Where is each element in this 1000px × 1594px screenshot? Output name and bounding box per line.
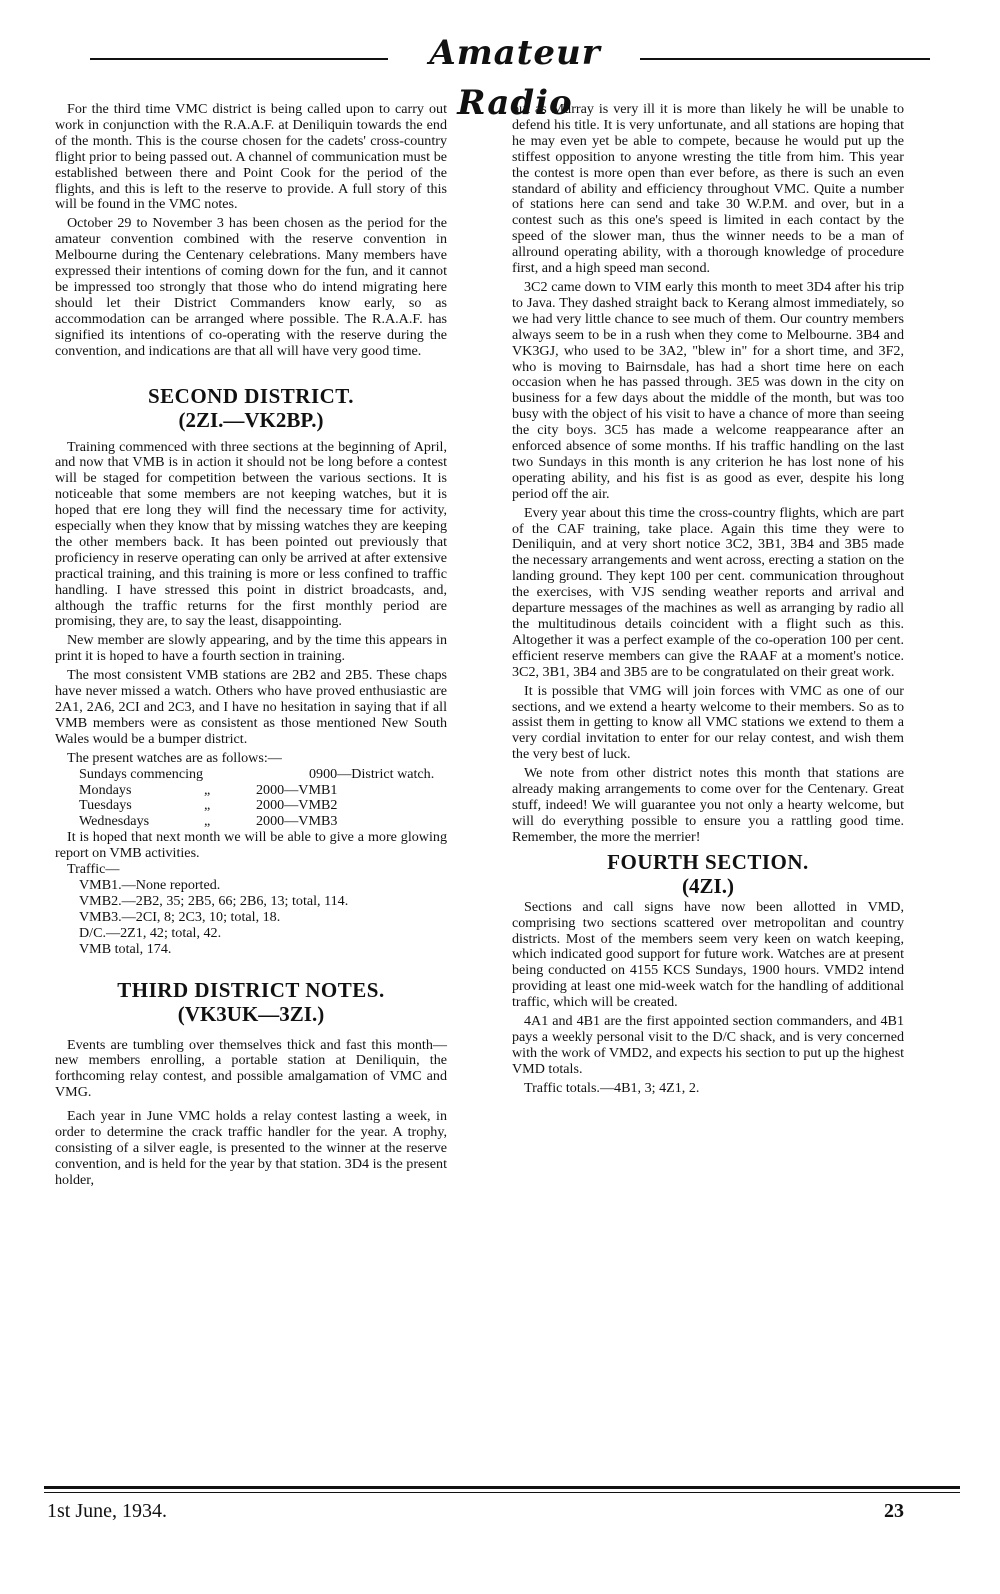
left-column [55, 102, 447, 1192]
section-subheading: (VK3UK—3ZI.) [177, 1001, 325, 1026]
section-heading: SECOND DISTRICT. [148, 383, 354, 408]
paragraph: New member are slowly appearing, and by the time this appears in print it is hoped to have a fourth section in training. [55, 632, 447, 665]
paragraph: October 29 to November 3 has been chosen as the period for the amateur convention combined with the reserve convention in Melbourne during the Centenary celebrations. Many members have expressed their intentions of coming down for the fun, and it cannot be impressed too strongly that those who do intend migrating here should let their District Commanders know early, so as accommodation can be arranged where possible. The R.A.A.F. has signified its intentions of co-operating with the reserve during the convention, and indications are that all will have very good time. [55, 215, 447, 359]
watch-row [55, 814, 447, 830]
watch-time: 2000—VMB1 [256, 781, 338, 798]
watch-time: 2000—VMB2 [256, 797, 338, 814]
paragraph: Each year in June VMC holds a relay contest lasting a week, in order to determine the crack traffic handler for the year. A trophy, consisting of a silver eagle, is presented to the winner at the reserve convention, and is held for the year by that station. 3D4 is the present holder, [55, 1108, 447, 1188]
paragraph: 3C2 came down to VIM early this month to meet 3D4 after his trip to Java. They dashed straight back to Kerang almost immediately, so we had very little chance to see much of them. Our country members always seem to be in a rush when they come to Melbourne. 3B4 and VK3GJ, who used to be 3A2, "blew in" for a short time, and 3F2, who is moving to Bairnsdale, has had a short time here on each occasion when he has passed through. 3E5 was down in the city on business for a few days about the middle of the month, but was too busy with the object of his visit to have a chance of more than seeing the city boys. 3C5 has made a welcome reappearance after an enforced absence of some months. If his traffic handling on the last two Sundays in this month is any criterion he has lost none of his operating ability, and his fist is as good as ever, despite his long period off the air. [512, 278, 904, 502]
masthead-title: Amateur Radio [429, 33, 601, 123]
masthead [40, 28, 960, 123]
paragraph: For the third time VMC district is being called upon to carry out work in conjunction with the R.A.A.F. at Deniliquin towards the end of the month. This is the course chosen for the cadets' cross-country flight prior to being passed out. A channel of communication must be established between there and Point Cook for the period of the flights, and this is left to the reserve to provide. A full story of this will be found in the VMC notes. [55, 101, 447, 213]
paragraph: It is possible that VMG will join forces with VMC as one of our sections, and we extend a hearty welcome to their members. So as to assist them in getting to know all VMC stations we extend to them a very cordial invitation to enter for our relay contest, and wish them the very best of luck. [512, 682, 904, 763]
watch-row [55, 783, 447, 799]
right-column [512, 102, 904, 1100]
watches-intro: The present watches are as follows:— [67, 749, 282, 766]
paragraph: Sections and call signs have now been allotted in VMD, comprising two sections scattered over metropolitan and country districts. Most of the members seem very keen on watch keeping, which indicated good support for future work. Watches are at present being conducted on 4155 KCS Sundays, 1900 hours. VMD2 intend providing at least one mid-week watch for the handling of additional traffic, which will be created. [512, 898, 904, 1011]
section-subheading: (4ZI.) [682, 873, 734, 898]
paragraph: We note from other district notes this month that stations are already making arrangements to come over for the Centenary. Great stuff, indeed! We will guarantee you not only a hearty welcome, but will do everything possible to ensure you a rattling good time. Remember, the more the merrier! [512, 765, 904, 845]
section-subheading: (2ZI.—VK2BP.) [178, 407, 324, 432]
traffic-totals: Traffic totals.—4B1, 3; 4Z1, 2. [524, 1079, 700, 1096]
watch-day: Tuesdays [79, 797, 132, 814]
paragraph: Training commenced with three sections at the beginning of April, and now that VMB is in action it should not be long before a contest will be staged for competition between the various sections. It is noticeable that some members are not keeping watches, but it is hoped that ere long they will find the necessary time for activity, especially when they know that by missing watches they are keeping the other members back. It has been pointed out previously that proficiency in reserve operating can only be arrived at after extensive practical training, and this training is more or less confined to traffic handling. I have stressed this point in district broadcasts, and, although the traffic returns for the first monthly period are promising, they are, to say the least, disappointing. [55, 438, 447, 630]
traffic-line: D/C.—2Z1, 42; total, 42. [79, 924, 222, 941]
page-number: 23 [884, 1500, 904, 1522]
footer-rule [44, 1486, 960, 1489]
issue-date: 1st June, 1934. [47, 1500, 167, 1522]
traffic-line: VMB2.—2B2, 35; 2B5, 66; 2B6, 13; total, 114. [79, 892, 349, 909]
ditto-mark: „ [204, 781, 211, 798]
paragraph: but as Murray is very ill it is more than likely he will be unable to defend his title. It is very unfortunate, and all stations are hoping that he may even yet be able to compete, because he would put up the stiffest opposition to anyone wresting the title from him. This year the contest is more open than ever before, as there is such an even standard of ability and efficiency throughout VMC. Quite a number of stations here can send and take 30 W.P.M. and over, but in a contest such as this one's speed is limited in each contact by the speed of the slower man, thus the winner needs to be a man of allround operating ability, with a thorough knowledge of procedure first, and a high speed man second. [512, 101, 904, 277]
ditto-mark: „ [204, 797, 211, 814]
paragraph: It is hoped that next month we will be able to give a more glowing report on VMB activities. [55, 829, 447, 862]
paragraph: The most consistent VMB stations are 2B2 and 2B5. These chaps have never missed a watch. Others who have proved enthusiastic are 2A1, 2A6, 2CI and 2C3, and I have no hesitation in saying that if all VMB members were as consistent as those mentioned New South Wales would be a bumper district. [55, 667, 447, 747]
watch-day: Mondays [79, 781, 132, 798]
traffic-line: VMB total, 174. [79, 940, 172, 957]
section-heading: THIRD DISTRICT NOTES. [117, 977, 385, 1002]
traffic-line: VMB1.—None reported. [79, 876, 221, 893]
traffic-line: VMB3.—2CI, 8; 2C3, 10; total, 18. [79, 908, 281, 925]
paragraph: Events are tumbling over themselves thick and fast this month—new members enrolling, a portable station at Deniliquin, the forthcoming relay contest, and possible amalgamation of VMC and VMG. [55, 1036, 447, 1101]
masthead-rule-left [90, 58, 388, 60]
masthead-rule-right [640, 58, 930, 60]
watch-time: 2000—VMB3 [256, 813, 338, 830]
watch-row [55, 767, 447, 783]
watch-row [55, 798, 447, 814]
traffic-label: Traffic— [67, 861, 120, 878]
paragraph: 4A1 and 4B1 are the first appointed section commanders, and 4B1 pays a weekly personal visit to the D/C shack, and is very concerned with the work of VMD2, and expects his section to put up the highest VMD totals. [512, 1013, 904, 1077]
paragraph: Every year about this time the cross-country flights, which are part of the CAF training, take place. Again this time they were to Deniliquin, and at very short notice 3C2, 3B1, 3B4 and 3B5 made the necessary arrangements and went across, erecting a station on the landing ground. They kept 100 per cent. communication throughout the exercises, with VJS sending weather reports and arrival and departure messages of the machines as well as arranging by radio all the multitudinous details coincident with a flight such as this. Altogether it was a perfect example of the co-operation 100 per cent. efficient reserve members can give the RAAF at a moment's notice. 3C2, 3B1, 3B4 and 3B5 are to be congratulated on their great work. [512, 504, 904, 680]
watch-day: Wednesdays [79, 813, 150, 830]
watch-time: 0900—District watch. [309, 765, 435, 782]
footer-rule-thin [44, 1492, 960, 1493]
watch-day: Sundays commencing [79, 765, 204, 782]
ditto-mark: „ [204, 813, 211, 830]
section-heading: FOURTH SECTION. [607, 849, 809, 874]
